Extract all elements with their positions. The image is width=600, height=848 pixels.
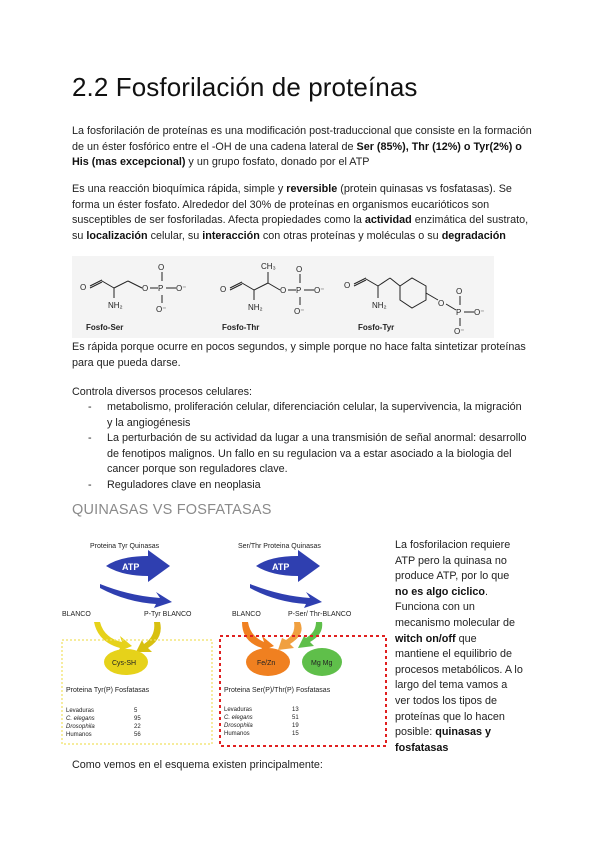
organism-count: 13	[292, 707, 299, 713]
label-fosfo-thr: Fosfo-Thr	[222, 323, 260, 332]
organism-name: Levaduras	[66, 708, 95, 714]
list-item: - La perturbación de su actividad da lugar a una transmisión de señal anormal: desarrollo de fenotipos malignos. Un fallo en su regulacion va a estar asociado a la biologia del cancer porque son reguladores clave.	[88, 431, 528, 478]
atom-o-minus: O⁻	[454, 327, 465, 336]
label-fosfo-tyr: Fosfo-Tyr	[358, 323, 395, 332]
controls-intro: Controla diversos procesos celulares:	[72, 386, 253, 398]
organism-name: Drosophila	[66, 724, 95, 730]
atom-o: O	[80, 283, 87, 292]
transfer-arrow-icon	[250, 584, 322, 608]
organism-name: Drosophila	[224, 723, 253, 729]
organism-name: C. elegans	[66, 716, 95, 722]
fe-zn-label: Fe/Zn	[257, 660, 276, 667]
atom-ch3: CH₃	[261, 262, 276, 271]
reaction-paragraph: Es una reacción bioquímica rápida, simple y reversible (protein quinasas vs fosfatasas). Se forma un éster fosfato. Alrededor del 30% de proteínas en organismos eucarióticos son susceptibles de ser fosforiladas. Afecta propiedades como la actividad enzimática del sustrato, su localización celular, su interacción con otras proteínas y moléculas o su degradación	[72, 183, 529, 242]
atom-p: P	[296, 286, 302, 295]
atom-p: P	[158, 284, 164, 293]
phospho-amino-acids-figure	[72, 256, 494, 338]
organism-count: 15	[292, 731, 299, 737]
left-yellow-arrow-icon	[94, 622, 132, 652]
atom-o: O	[456, 287, 463, 296]
intro-paragraph: La fosforilación de proteínas es una modificación post-traduccional que consiste en la formación de un éster fosfórico entre el -OH de una cadena lateral de Ser (85%), Thr (12%) o Tyr(2%) o His (mas excepcional) y un grupo fosfato, donado por el ATP	[72, 125, 532, 169]
organism-count: 51	[292, 715, 299, 721]
left-diagram-title: Proteina Tyr Quinasas	[90, 543, 160, 550]
kinase-phosphatase-diagram	[60, 538, 390, 750]
atom-o: O	[142, 284, 149, 293]
mg-mg-label: Mg Mg	[311, 660, 333, 667]
atom-o-minus: O⁻	[294, 307, 305, 316]
cys-sh-label: Cys-SH	[112, 660, 137, 667]
left-p-blanco: P-Tyr BLANCO	[144, 611, 192, 618]
organism-count: 22	[134, 724, 141, 730]
atom-o-minus: O⁻	[156, 305, 167, 314]
atom-o: O	[158, 263, 165, 272]
left-blanco: BLANCO	[62, 611, 91, 618]
list-item: - metabolismo, proliferación celular, diferenciación celular, la supervivencia, la migración y la angiogénesis	[88, 400, 528, 431]
atom-o: O	[296, 265, 303, 274]
organism-name: Levaduras	[224, 707, 253, 713]
closing-line: Como vemos en el esquema existen principalmente:	[72, 759, 323, 771]
atp-label: ATP	[122, 562, 140, 572]
atom-nh2: NH₂	[108, 301, 123, 310]
list-item: - Reguladores clave en neoplasia	[88, 478, 528, 494]
right-diagram-title: Ser/Thr Proteina Quinasas	[238, 543, 321, 550]
transfer-arrow-icon	[100, 584, 172, 608]
organism-name: C. elegans	[224, 715, 253, 721]
speed-paragraph: Es rápida porque ocurre en pocos segundos, y simple porque no hace falta sintetizar proteínas para que pueda darse.	[72, 341, 526, 369]
left-yellow-arrow2-icon	[136, 622, 161, 652]
organism-name: Humanos	[66, 732, 92, 738]
atom-o: O	[280, 286, 287, 295]
right-phos-title: Proteina Ser(P)/Thr(P) Fosfatasas	[224, 687, 331, 694]
organism-count: 19	[292, 723, 299, 729]
atom-o: O	[220, 285, 227, 294]
side-note: La fosforilacion requiere ATP pero la quinasa no produce ATP, por lo que no es algo ciclico. Funciona con un mecanismo molecular de witch on/off que mantiene el equilibrio de procesos metabólicos. A lo largo del tema vamos a ver todos los tipos de proteínas que lo hacen posible: quinasas y fosfatasas	[395, 539, 523, 754]
processes-list	[88, 400, 528, 494]
page-title: 2.2 Fosforilación de proteínas	[72, 72, 418, 102]
left-phos-title: Proteina Tyr(P) Fosfatasas	[66, 687, 150, 694]
atom-o-minus: O⁻	[176, 284, 187, 293]
atom-p: P	[456, 308, 462, 317]
organism-name: Humanos	[224, 731, 250, 737]
atom-nh2: NH₂	[248, 303, 263, 312]
section-heading: QUINASAS VS FOSFATASAS	[72, 502, 272, 518]
label-fosfo-ser: Fosfo-Ser	[86, 323, 124, 332]
right-p-blanco: P-Ser/ Thr-BLANCO	[288, 611, 352, 618]
organism-count: 56	[134, 732, 141, 738]
atp-label: ATP	[272, 562, 290, 572]
atom-o-minus: O⁻	[314, 286, 325, 295]
atom-o-minus: O⁻	[474, 308, 485, 317]
atom-nh2: NH₂	[372, 301, 387, 310]
atom-o: O	[438, 299, 445, 308]
atom-o: O	[344, 281, 351, 290]
organism-count: 5	[134, 708, 138, 714]
organism-count: 95	[134, 716, 141, 722]
right-blanco: BLANCO	[232, 611, 261, 618]
